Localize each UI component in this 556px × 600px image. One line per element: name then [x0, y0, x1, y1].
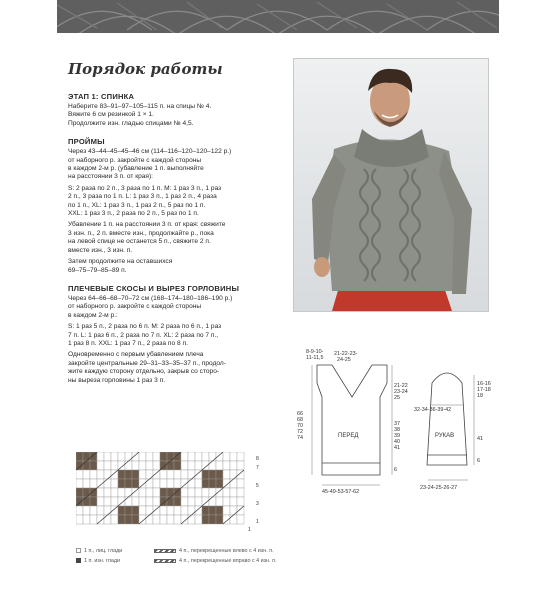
shoulders-para2: S: 1 раз 5 п., 2 раза по 6 п. M: 2 раза по 6 п., 1 раз 7 п. L: 1 раз 6 п., 2 раза по 7 п. XL: 2 раза по 7 п., 1 раз 8 п. XXL: 1 раз 7 п., 2 раза по 8 п.	[68, 323, 222, 347]
chart-cell	[125, 488, 132, 497]
chart-cell	[237, 515, 244, 524]
chart-cell	[160, 452, 167, 461]
schematic-right-9: 6	[394, 467, 397, 473]
chart-cell	[97, 461, 104, 470]
chart-cell	[237, 488, 244, 497]
schematic-left-1: 66	[297, 411, 303, 417]
chart-cell	[97, 506, 104, 515]
schematic-right-8: 41	[394, 445, 400, 451]
chart-cell	[223, 461, 230, 470]
chart-cell	[153, 452, 160, 461]
legend-purl: 1 п. изн. глади	[84, 558, 121, 564]
chart-cell	[188, 479, 195, 488]
chart-cell	[188, 497, 195, 506]
chart-cell	[202, 479, 209, 488]
chart-cell	[83, 470, 90, 479]
legend-right-cross: 4 п., перекрещенные вправо с 4 изн. п.	[179, 558, 277, 564]
chart-cell	[104, 515, 111, 524]
stage1-title: ЭТАП 1: СПИНКА	[68, 92, 135, 101]
chart-cell	[76, 479, 83, 488]
chart-cell	[223, 506, 230, 515]
chart-cell	[209, 479, 216, 488]
chart-cell	[111, 479, 118, 488]
schematic-left-2: 68	[297, 417, 303, 423]
schematic-right-4: 37	[394, 421, 400, 427]
schematic-left-3: 70	[297, 423, 303, 429]
model-photo	[293, 58, 489, 312]
chart-cell	[230, 452, 237, 461]
chart-cell	[83, 497, 90, 506]
chart-cell	[167, 497, 174, 506]
chart-cell	[188, 461, 195, 470]
chart-cell	[118, 488, 125, 497]
chart-cell	[118, 479, 125, 488]
chart-cell	[125, 506, 132, 515]
chart-cell	[97, 488, 104, 497]
chart-cell	[104, 506, 111, 515]
chart-col-1: 1	[248, 527, 251, 532]
chart-cell	[118, 506, 125, 515]
chart-cell	[83, 488, 90, 497]
chart-cell	[181, 470, 188, 479]
chart-cell	[181, 452, 188, 461]
chart-cell	[111, 452, 118, 461]
chart-cell	[223, 488, 230, 497]
chart-cell	[146, 488, 153, 497]
chart-cell	[216, 497, 223, 506]
knit-symbol-icon	[76, 548, 81, 553]
chart-cell	[125, 470, 132, 479]
schematic-sleeve-r5: 6	[477, 458, 480, 464]
garment-schematic	[292, 345, 492, 500]
chart-cell	[174, 461, 181, 470]
chart-cell	[174, 506, 181, 515]
chart-cell	[132, 479, 139, 488]
chart-cell	[160, 515, 167, 524]
chart-cell	[209, 452, 216, 461]
chart-cell	[202, 515, 209, 524]
chart-cell	[139, 506, 146, 515]
schematic-sleeve-bottom: 23-24-25-26-27	[420, 485, 458, 491]
chart-cell	[230, 461, 237, 470]
chart-cell	[139, 470, 146, 479]
chart-cell	[111, 497, 118, 506]
schematic-front-label: ПЕРЕД	[338, 433, 359, 439]
chart-row-3: 3	[256, 501, 259, 507]
chart-row-7: 7	[256, 465, 259, 471]
schematic-left-5: 74	[297, 435, 303, 441]
chart-cell	[209, 470, 216, 479]
chart-cell	[230, 497, 237, 506]
chart-cell	[146, 470, 153, 479]
chart-cell	[118, 470, 125, 479]
chart-cell	[83, 461, 90, 470]
chart-cell	[223, 497, 230, 506]
chart-cell	[125, 461, 132, 470]
chart-cell	[181, 461, 188, 470]
page-heading: Порядок работы	[68, 60, 223, 78]
chart-cell	[209, 506, 216, 515]
chart-cell	[160, 506, 167, 515]
stage1-text: Наберите 83–91–97–105–115 п. на спицы № 4. Вяжите 6 см резинкой 1 × 1. Продолжите изн. гладью спицами № 4,5.	[68, 103, 212, 127]
chart-cell	[230, 479, 237, 488]
chart-cell	[83, 506, 90, 515]
chart-cell	[139, 461, 146, 470]
schematic-sleeve-top: 32-34-36-39-42	[414, 407, 452, 413]
chart-cell	[76, 470, 83, 479]
schematic-sleeve-r2: 17-18	[477, 387, 491, 393]
chart-cell	[167, 470, 174, 479]
chart-cell	[97, 452, 104, 461]
schematic-neck-top-2: 11-11,5	[306, 355, 324, 361]
chart-cell	[83, 452, 90, 461]
chart-cell	[90, 497, 97, 506]
armholes-para2: S: 2 раза по 2 п., 3 раза по 1 п. M: 1 раз 3 п., 1 раз 2 п., 3 раза по 1 п. L: 1 раз 3 п., 1 раз 2 п., 4 раза по 1 п., XL: 1 раз 3 п., 1 раз 2 п., 5 раз по 1 п. XXL: 1 раз 3 п., 2 раза по 2 п., 5 раз по 1 п.	[68, 184, 222, 218]
chart-cell	[118, 452, 125, 461]
chart-cell	[90, 461, 97, 470]
legend-knit: 1 п., лиц. глади	[84, 548, 123, 554]
chart-cell	[188, 488, 195, 497]
shoulders-para1: Через 64–66–68–70–72 см (168–174–180–186–190 р.) от наборного р. закройте с каждой стороны в каждом 2-м р.:	[68, 294, 233, 319]
knitting-chart	[76, 452, 266, 537]
chart-cell	[195, 488, 202, 497]
chart-cell	[188, 515, 195, 524]
chart-cell	[195, 452, 202, 461]
chart-cell	[160, 479, 167, 488]
chart-cell	[188, 506, 195, 515]
chart-cell	[216, 461, 223, 470]
armholes-para4: Затем продолжите на оставшихся 69–75–79–85–89 п.	[68, 258, 173, 274]
chart-cell	[230, 470, 237, 479]
chart-cell	[167, 452, 174, 461]
chart-cell	[153, 479, 160, 488]
schematic-neck-top-1: 8-9-10-	[306, 349, 324, 355]
schematic-right-6: 39	[394, 433, 400, 439]
legend-left-cross: 4 п., перекрещенные влево с 4 изн. п.	[179, 548, 274, 554]
chart-cell	[216, 515, 223, 524]
chart-cell	[132, 470, 139, 479]
chart-cell	[237, 461, 244, 470]
chart-cell	[216, 470, 223, 479]
schematic-bottom-front: 45-49-53-57-62	[322, 489, 360, 495]
chart-cell	[153, 461, 160, 470]
chart-cell	[230, 515, 237, 524]
chart-cell	[174, 515, 181, 524]
chart-cell	[104, 470, 111, 479]
chart-cell	[153, 497, 160, 506]
chart-cell	[230, 488, 237, 497]
chart-cell	[132, 497, 139, 506]
schematic-neck-mid-1: 21-22-23-	[334, 351, 358, 357]
schematic-sleeve-r3: 18	[477, 393, 483, 399]
chart-cell	[146, 461, 153, 470]
chart-cell	[146, 452, 153, 461]
chart-cell	[146, 497, 153, 506]
chart-cell	[104, 497, 111, 506]
chart-cell	[209, 515, 216, 524]
schematic-neck-mid-2: 24-25	[337, 357, 351, 363]
chart-cell	[111, 515, 118, 524]
chart-cell	[139, 488, 146, 497]
chart-cell	[83, 515, 90, 524]
chart-cell	[83, 479, 90, 488]
chart-cell	[174, 470, 181, 479]
chart-cell	[223, 470, 230, 479]
chart-cell	[76, 515, 83, 524]
armholes-para1: Через 43–44–45–45–46 см (114–116–120–120–122 р.) от наборного р. закройте с каждой стороны в каждом 2-м р. (убавление 1 п. выполняйте на расстоянии 3 п. от края):	[68, 148, 232, 181]
schematic-right-3: 25	[394, 395, 400, 401]
chart-cell	[153, 488, 160, 497]
chart-cell	[167, 515, 174, 524]
armholes-title: ПРОЙМЫ	[68, 137, 105, 147]
schematic-sleeve-r4: 41	[477, 436, 483, 442]
right-cross-symbol-icon	[154, 559, 176, 563]
chart-cell	[195, 461, 202, 470]
chart-cell	[76, 452, 83, 461]
chart-row-5: 5	[256, 483, 259, 489]
chart-cell	[223, 452, 230, 461]
chart-cell	[104, 488, 111, 497]
chart-cell	[188, 452, 195, 461]
chart-cell	[146, 506, 153, 515]
chart-cell	[202, 470, 209, 479]
chart-cell	[90, 479, 97, 488]
chart-cell	[167, 479, 174, 488]
chart-cell	[97, 497, 104, 506]
chart-cell	[174, 497, 181, 506]
chart-cell	[195, 497, 202, 506]
chart-cell	[174, 479, 181, 488]
chart-cell	[181, 506, 188, 515]
chart-cell	[125, 515, 132, 524]
chart-cell	[160, 488, 167, 497]
chart-cell	[125, 452, 132, 461]
chart-cell	[167, 506, 174, 515]
chart-cell	[153, 515, 160, 524]
chart-cell	[195, 479, 202, 488]
chart-cell	[125, 497, 132, 506]
chart-cell	[104, 479, 111, 488]
chart-cell	[195, 515, 202, 524]
chart-cell	[132, 461, 139, 470]
chart-cell	[111, 461, 118, 470]
chart-cell	[216, 479, 223, 488]
chart-cell	[132, 515, 139, 524]
shoulders-title: ПЛЕЧЕВЫЕ СКОСЫ И ВЫРЕЗ ГОРЛОВИНЫ	[68, 283, 240, 293]
chart-cell	[104, 461, 111, 470]
chart-cell	[216, 506, 223, 515]
chart-cell	[90, 506, 97, 515]
chart-cell	[181, 488, 188, 497]
schematic-right-5: 38	[394, 427, 400, 433]
chart-cell	[132, 506, 139, 515]
chart-cell	[237, 497, 244, 506]
chart-cell	[146, 515, 153, 524]
shoulders-para3: Одновременно с первым убавлением плеча закройте центральные 29–31–33–35–37 п., продол- жите каждую сторону отдельно, закрыв со сторо- ны выреза горловины 1 раз 3 п.	[68, 351, 226, 384]
chart-cell	[146, 479, 153, 488]
chart-cell	[209, 461, 216, 470]
chart-cell	[202, 452, 209, 461]
chart-cell	[188, 470, 195, 479]
schematic-right-2: 23-24	[394, 389, 408, 395]
chart-row-1: 1	[256, 519, 259, 525]
armholes-para3: Убавление 1 п. на расстоянии 3 п. от края: свяжите 3 изн. п., 2 п. вместе изн., продолжайте р., пока на левой спице не останется 5 п., свяжите 2 п. вместе изн., 3 изн. п.	[68, 221, 226, 254]
schematic-right-1: 21-22	[394, 383, 408, 389]
chart-cell	[209, 488, 216, 497]
purl-symbol-icon	[76, 558, 81, 563]
chart-cell	[139, 452, 146, 461]
chart-cell	[111, 488, 118, 497]
chart-cell	[76, 506, 83, 515]
chart-cell	[237, 479, 244, 488]
chart-cell	[118, 515, 125, 524]
chart-cell	[237, 452, 244, 461]
chart-cell	[104, 452, 111, 461]
chart-cell	[167, 488, 174, 497]
chart-cell	[167, 461, 174, 470]
chart-row-8: 8	[256, 456, 259, 462]
chart-cell	[181, 497, 188, 506]
schematic-right-7: 40	[394, 439, 400, 445]
chart-cell	[139, 497, 146, 506]
chart-cell	[160, 470, 167, 479]
chart-cell	[202, 488, 209, 497]
schematic-sleeve-r1: 16-16	[477, 381, 491, 387]
chart-cell	[76, 488, 83, 497]
schematic-sleeve-label: РУКАВ	[435, 433, 455, 439]
decorative-header-band	[57, 0, 499, 33]
chart-cell	[202, 506, 209, 515]
chart-cell	[90, 470, 97, 479]
chart-cell	[230, 506, 237, 515]
left-cross-symbol-icon	[154, 549, 176, 553]
schematic-left-4: 72	[297, 429, 303, 435]
chart-cell	[209, 497, 216, 506]
chart-cell	[125, 479, 132, 488]
chart-cell	[97, 470, 104, 479]
chart-cell	[90, 515, 97, 524]
